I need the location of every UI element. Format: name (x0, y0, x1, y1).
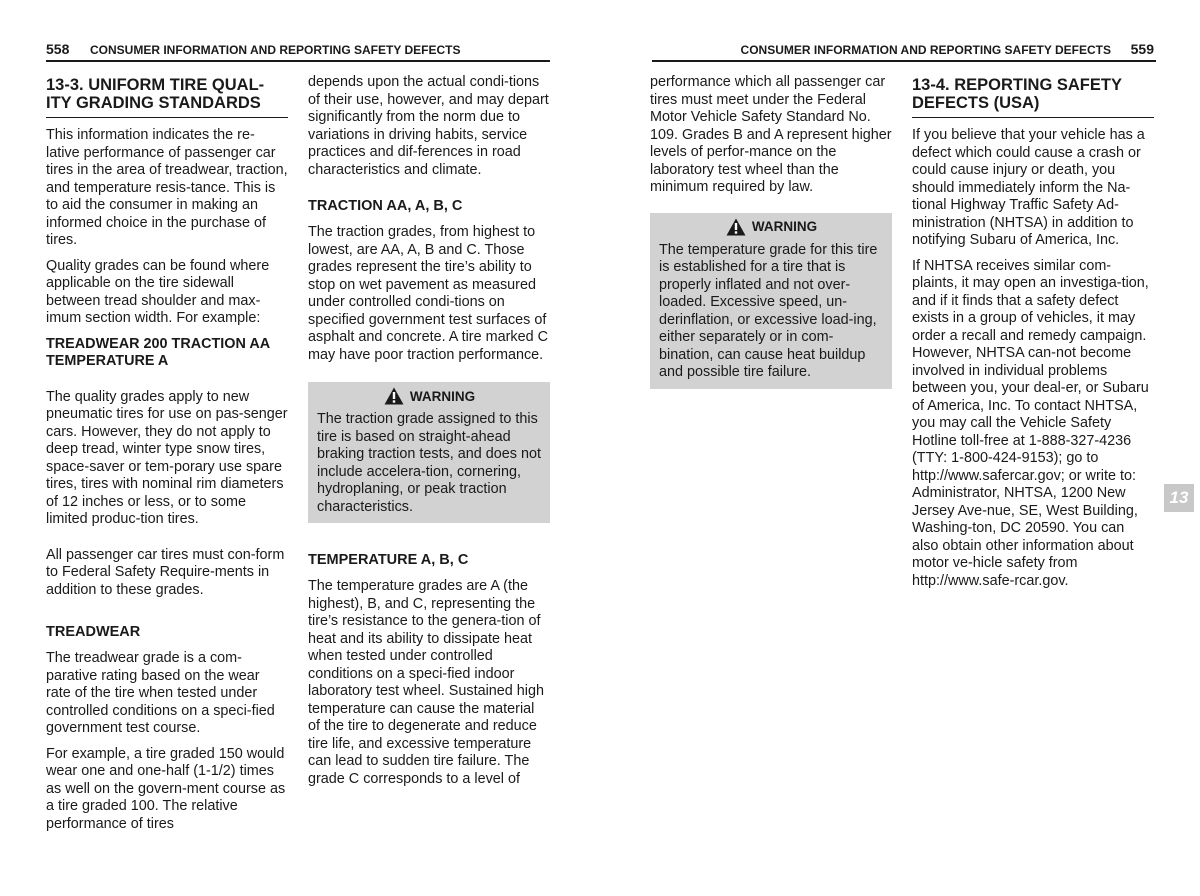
paragraph: The quality grades apply to new pneumatic tires for use on pas-senger cars. However, they do not apply to deep tread, winter type snow tires, space-saver or tem-porary use spare tires, tires with nominal rim diameters of 12 inches or less, or to some limited produc-tion tires. (46, 388, 288, 527)
right-page-column-2 (912, 74, 1154, 598)
left-page-running-title: CONSUMER INFORMATION AND REPORTING SAFETY DEFECTS (90, 43, 461, 57)
section-title-13-4: 13-4. REPORTING SAFETY DEFECTS (USA) (912, 74, 1154, 118)
treadwear-heading: TREADWEAR (46, 624, 141, 640)
section-title-13-3: 13-3. UNIFORM TIRE QUAL-ITY GRADING STANDARDS (46, 74, 288, 118)
left-page-header (46, 38, 550, 62)
right-page-column-1 (650, 74, 892, 399)
paragraph: This information indicates the re-lative performance of passenger car tires in the area of treadwear, traction, and temperature resis-tance. This is to aid the consumer in making an informed choice in the purchase of tires. (46, 127, 288, 248)
warning-title (317, 384, 542, 408)
left-page-column-1 (46, 74, 288, 841)
paragraph: The treadwear grade is a com-parative rating based on the wear rate of the tire when tested under controlled conditions on a speci-fied government test course. (46, 650, 275, 736)
paragraph: Quality grades can be found where applicable on the tire sidewall between tread shoulder and max-imum section width. For example: (46, 257, 270, 326)
warning-label: WARNING (409, 388, 476, 404)
paragraph: If NHTSA receives similar com-plaints, it may open an investiga-tion, and if it finds that a safety defect exists in a group of vehicles, it may order a recall and remedy campaign. However, NHTSA can-not become involved in individual problems between you, your deal-er, or Subaru of America, Inc. To contact NHTSA, you may call the Vehicle Safety Hotline toll-free at 1-888-327-4236 (TTY: 1-800-424-9153); go to http://www.safercar.gov; or write to: Administrator, NHTSA, 1200 New Jersey Ave-nue, SE, West Building, Washing-ton, DC 20590. You can also obtain other information about motor ve-hicle safety from http://www.safe-rcar.gov. (912, 257, 1149, 589)
right-page-header (652, 38, 1156, 62)
warning-title (659, 215, 884, 239)
warning-text: The temperature grade for this tire is established for a tire that is properly inflated and not over-loaded. Excessive speed, un-derinflation, or excessive load-ing, either separately or in com-bination, can cause heat buildup and possible tire failure. (659, 241, 878, 380)
grade-example: TREADWEAR 200 TRACTION AA TEMPERATURE A (46, 335, 270, 369)
right-page-running-title: CONSUMER INFORMATION AND REPORTING SAFETY DEFECTS (740, 43, 1111, 57)
right-page-number: 559 (1130, 41, 1154, 57)
paragraph: The temperature grades are A (the highest), B, and C, representing the tire’s resistance to the genera-tion of heat and its ability to dissipate heat when tested under controlled conditions on a speci-fied indoor laboratory test wheel. Sustained high temperature can cause the material of the tire to degenerate and reduce tire life, and excessive temperature can lead to sudden tire failure. The grade C corresponds to a level of (308, 578, 544, 787)
warning-icon (384, 387, 404, 405)
traction-warning-box (308, 382, 550, 523)
warning-label: WARNING (751, 219, 818, 234)
temperature-warning-box (650, 213, 892, 389)
paragraph: For example, a tire graded 150 would wear one and one-half (1-1/2) times as well on the govern-ment course as a tire graded 100. The relative performance of tires (46, 745, 286, 832)
paragraph: performance which all passenger car tires must meet under the Federal Motor Vehicle Safety Standard No. 109. Grades B and A represent higher levels of perfor-mance on the laboratory test wheel than the minimum required by law. (650, 74, 892, 195)
left-page-column-2 (308, 74, 550, 796)
paragraph: depends upon the actual condi-tions of their use, however, and may depart significantly from the norm due to variations in driving habits, service practices and dif-ferences in road characteristics and climate. (308, 74, 549, 178)
paragraph: The traction grades, from highest to lowest, are AA, A, B and C. Those grades represent the tire’s ability to stop on wet pavement as measured under controlled condi-tions on specified government test surfaces of asphalt and concrete. A tire marked C may have poor traction performance. (308, 224, 548, 363)
paragraph: All passenger car tires must con-form to Federal Safety Require-ments in addition to these grades. (46, 546, 285, 598)
temperature-heading: TEMPERATURE A, B, C (308, 552, 469, 568)
left-page-number: 558 (46, 41, 70, 57)
warning-icon (726, 218, 746, 236)
warning-text: The traction grade assigned to this tire is based on straight-ahead braking traction tests, and does not include accelera-tion, cornering, hydroplaning, or peak traction characteristics. (317, 411, 541, 515)
paragraph: If you believe that your vehicle has a defect which could cause a crash or could cause injury or death, you should immediately inform the Na-tional Highway Traffic Safety Ad-ministration (NHTSA) in addition to notifying Subaru of America, Inc. (912, 127, 1145, 248)
chapter-tab: 13 (1164, 484, 1194, 512)
traction-heading: TRACTION AA, A, B, C (308, 198, 463, 214)
